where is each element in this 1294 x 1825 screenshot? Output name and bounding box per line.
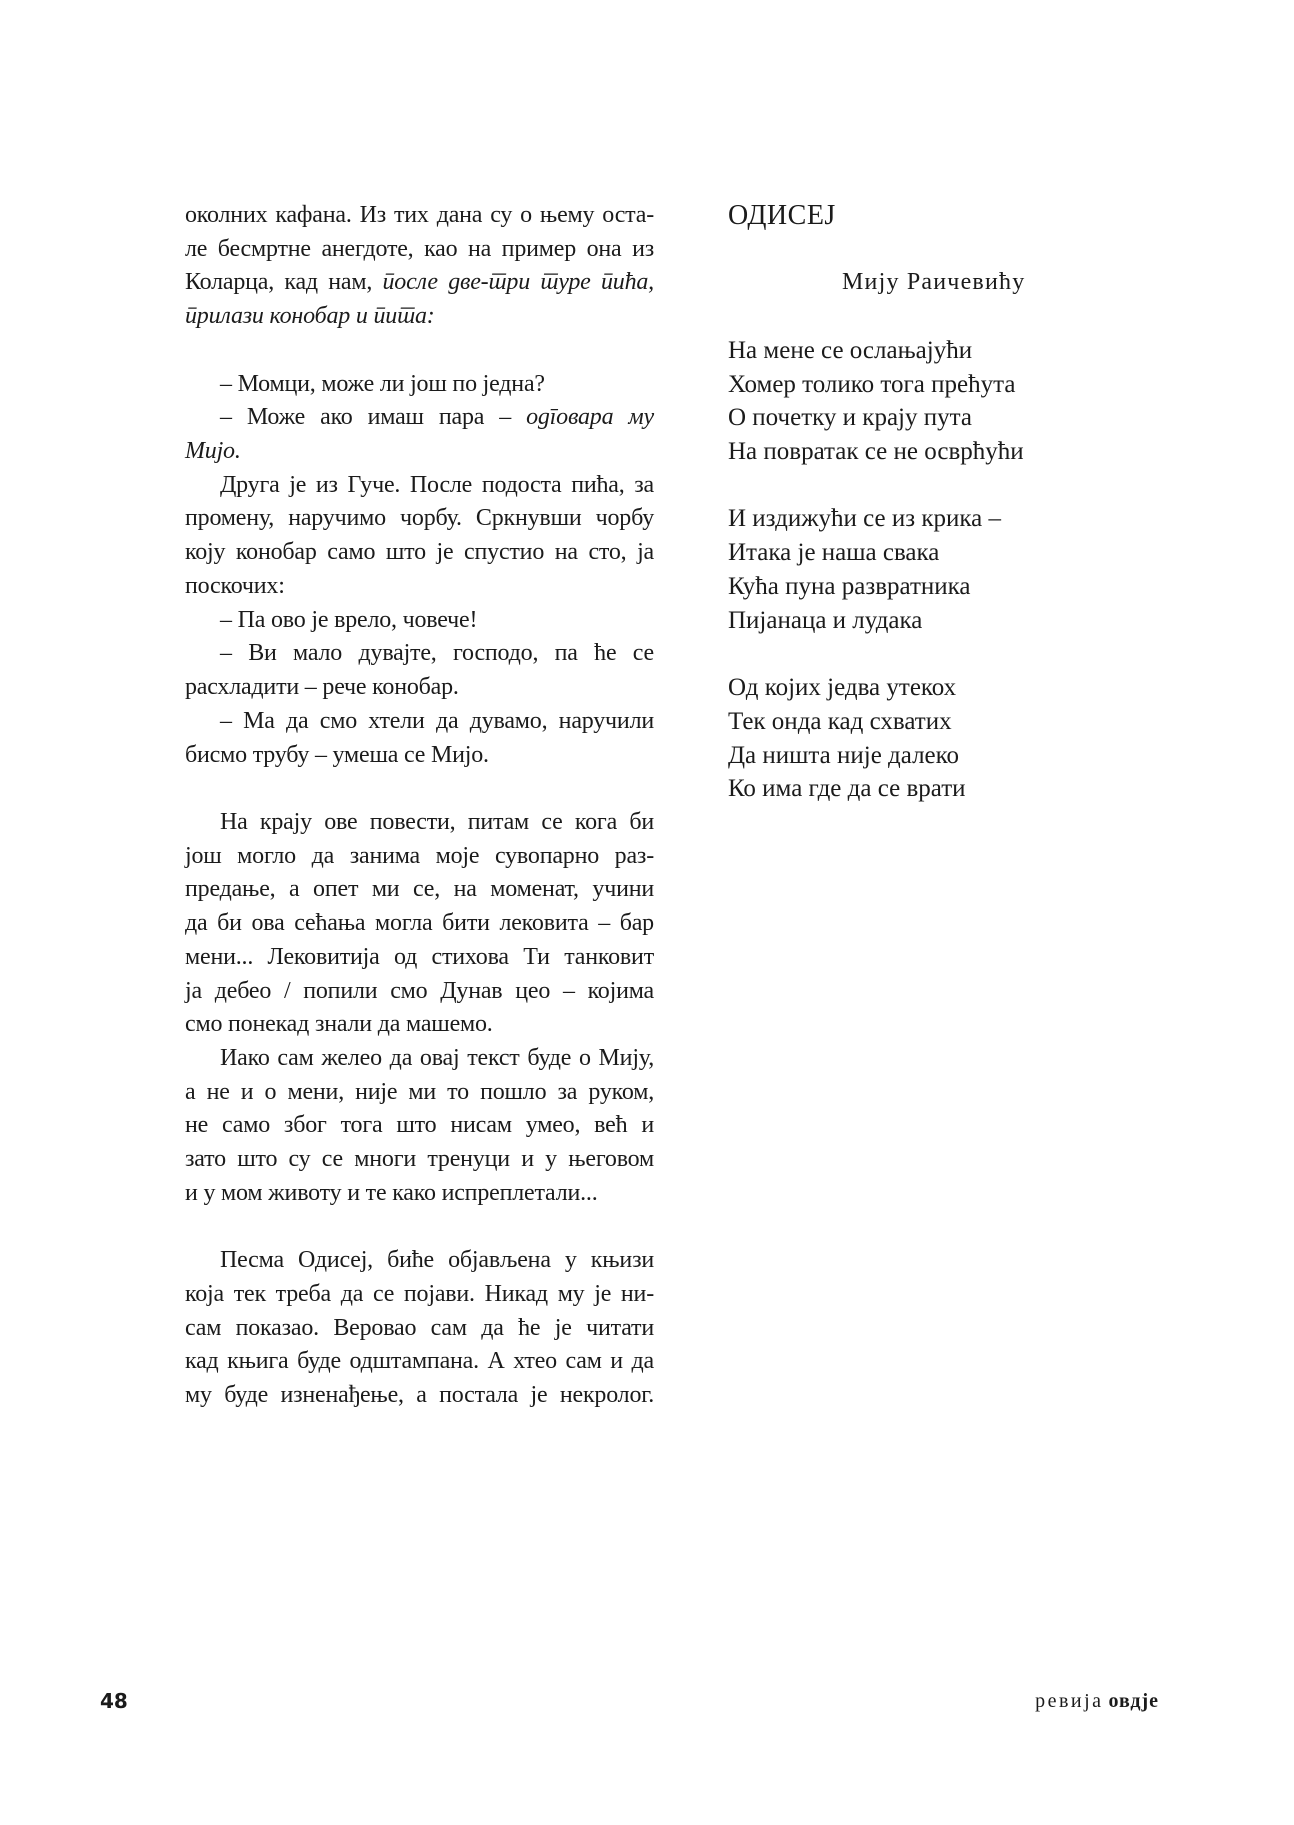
article-column [185, 199, 654, 1413]
body-text-line: Мијо. [185, 438, 241, 465]
body-text-line: смо понекад знали да машемо. [185, 1011, 493, 1038]
magazine-signature [1035, 1688, 1159, 1714]
body-text-line: и у мом животу и те како испреплетали... [185, 1179, 598, 1206]
body-text-line: не само због тога што нисам умео, већ и [185, 1112, 654, 1139]
dialogue-line: – Ви мало дувајте, господо, па ће се [220, 640, 654, 667]
body-text-line [185, 266, 654, 300]
magazine-name: овдје [1108, 1690, 1159, 1712]
body-text-line: поскочих: [185, 572, 285, 599]
dialogue-line: – Па ово је врело, човече! [220, 606, 478, 633]
body-text-line: На крају ове повести, питам се кога би [220, 808, 654, 835]
stanza-spacer [728, 637, 1208, 671]
body-text-line: која тек треба да се појави. Никад му је ни- [185, 1281, 654, 1307]
body-text-line: расхладити – рече конобар. [185, 674, 459, 701]
poem-line: На мене се ослањајући [728, 336, 973, 364]
poem-stanza [728, 502, 1208, 637]
dialogue-line: – Ма да смо хтели да дувамо, наручили [220, 707, 654, 734]
body-text-line: још могло да занима моје сувопарно раз- [185, 842, 654, 869]
poem-line: И издижући се из крика – [728, 505, 1001, 533]
page-number: 48 [100, 1689, 128, 1713]
body-text-line: прилази конобар и пита: [185, 303, 435, 330]
body-text-line: бисмо трубу – умеша се Мијо. [185, 741, 489, 768]
body-text-line: мени... Лековитија од стихова Ти танковит [185, 943, 654, 970]
body-text-line: а не и о мени, није ми то пошло за руком, [185, 1078, 654, 1105]
body-text-line: му буде изненађење, а постала је некролог. [185, 1382, 654, 1409]
roman-segment: Коларца, кад нам, [185, 269, 373, 296]
body-text-line: коју конобар само што је спустио на сто, ја [185, 539, 654, 566]
poem-line: Пијанаца и лудака [728, 606, 923, 634]
poem-line: О почетку и крају пута [728, 404, 972, 432]
poem-dedication: Мију Раичевићу [842, 269, 1026, 296]
body-text-line: Иако сам желео да овај текст буде о Мију, [220, 1044, 654, 1071]
body-text-line: зато што су се многи тренуци и у његовом [185, 1146, 654, 1173]
line-spacer [728, 300, 1208, 334]
poem-line: Ко има где да се врати [728, 775, 966, 803]
italic-segment: одговара му [526, 404, 654, 431]
body-text-line: околних кафана. Из тих дана су о њему оста- [185, 202, 654, 228]
italic-segment: после две-три туре пића, [382, 269, 654, 296]
poem-line: Хомер толико тога прећута [728, 370, 1016, 398]
body-text-line: да би ова сећања могла бити лековита – бар [185, 910, 654, 937]
roman-segment: – Може ако имаш пара – [220, 404, 512, 431]
dialogue-line: – Момци, може ли још по једна? [220, 370, 545, 397]
body-text-line: ја дебео / попили смо Дунав цео – којима [185, 977, 654, 1004]
poem-line: Да ништа није далеко [728, 741, 960, 769]
body-text-line: сам показао. Веровао сам да ће је читати [185, 1314, 654, 1341]
magazine-prefix: ревија [1035, 1690, 1104, 1712]
poem-column [728, 199, 1208, 806]
line-spacer [728, 233, 1208, 267]
stanza-spacer [728, 469, 1208, 503]
body-text-line: ле бесмртне анегдоте, као на пример она из [185, 235, 654, 262]
line-spacer [185, 334, 654, 368]
body-text-line: Друга је из Гуче. После подоста пића, за [220, 471, 654, 498]
body-text-line: предање, а опет ми се, на моменат, учини [185, 876, 654, 903]
line-spacer [185, 1211, 654, 1245]
line-spacer [185, 772, 654, 806]
poem-stanza [728, 334, 1208, 469]
poem-line: Тек онда кад схватих [728, 707, 952, 735]
poem-line: Итака је наша свака [728, 539, 940, 567]
poem-line: На повратак се не осврћући [728, 438, 1024, 466]
poem-title: ОДИСЕЈ [728, 200, 836, 231]
poem-line: Од којих једва утекох [728, 674, 957, 702]
body-text-line: Песма Одисеј, биће објављена у књизи [220, 1247, 654, 1274]
dialogue-line [185, 401, 654, 435]
poem-stanza [728, 671, 1208, 806]
body-text-line: кад књига буде одштампана. А хтео сам и да [185, 1348, 654, 1375]
poem-line: Кућа пуна развратника [728, 572, 971, 600]
body-text-line: промену, наручимо чорбу. Сркнувши чорбу [185, 505, 654, 532]
